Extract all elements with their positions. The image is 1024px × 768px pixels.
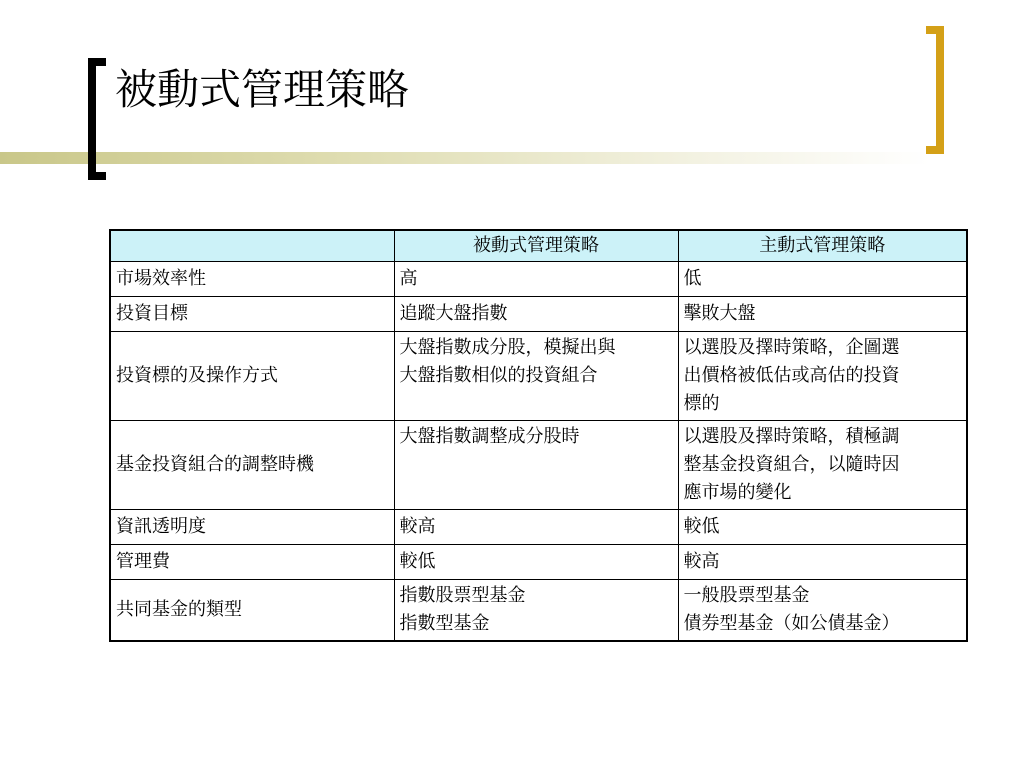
table-row (110, 421, 967, 510)
cell-line: 以選股及擇時策略，積極調 (683, 426, 900, 447)
cell-line: 高 (399, 268, 418, 289)
cell-line: 標的 (683, 393, 720, 414)
cell-line: 追蹤大盤指數 (399, 303, 508, 324)
cell-line: 指數股票型基金 (399, 585, 526, 606)
table-header-row (110, 230, 967, 262)
cell-line: 債券型基金（如公債基金） (683, 613, 900, 634)
passive-cell (394, 545, 678, 580)
table-row (110, 332, 967, 421)
cell-line: 大盤指數相似的投資組合 (399, 365, 598, 386)
left-bracket-decoration (88, 58, 106, 180)
table-row (110, 510, 967, 545)
row-label-cell: 投資標的及操作方式 (110, 332, 394, 421)
cell-line: 低 (683, 268, 702, 289)
cell-line: 整基金投資組合，以隨時因 (683, 454, 900, 475)
header-cell-blank (110, 230, 394, 262)
table-row (110, 545, 967, 580)
cell-line: 指數型基金 (399, 613, 490, 634)
row-label-cell: 投資目標 (110, 297, 394, 332)
header-cell-passive: 被動式管理策略 (394, 230, 678, 262)
cell-line: 擊敗大盤 (683, 303, 756, 324)
passive-cell (394, 332, 678, 421)
cell-line: 一般股票型基金 (683, 585, 810, 606)
active-cell (678, 297, 967, 332)
cell-line: 大盤指數成分股，模擬出與 (399, 337, 616, 358)
passive-cell (394, 297, 678, 332)
active-cell (678, 421, 967, 510)
header-cell-active: 主動式管理策略 (678, 230, 967, 262)
comparison-table-container (109, 229, 966, 642)
right-bracket-decoration (926, 26, 944, 154)
cell-line: 以選股及擇時策略，企圖選 (683, 337, 900, 358)
cell-line: 大盤指數調整成分股時 (399, 426, 580, 447)
cell-line: 應市場的變化 (683, 482, 792, 503)
cell-line: 較高 (399, 516, 436, 537)
table-row (110, 262, 967, 297)
passive-cell (394, 510, 678, 545)
table-row (110, 580, 967, 642)
comparison-table (109, 229, 968, 642)
title-underline-band (0, 152, 930, 164)
table-row (110, 297, 967, 332)
row-label-cell: 共同基金的類型 (110, 580, 394, 642)
active-cell (678, 262, 967, 297)
row-label-cell: 市場效率性 (110, 262, 394, 297)
active-cell (678, 510, 967, 545)
cell-line: 較低 (683, 516, 720, 537)
cell-line: 較高 (683, 551, 720, 572)
cell-line: 出價格被低估或高估的投資 (683, 365, 900, 386)
row-label-cell: 資訊透明度 (110, 510, 394, 545)
row-label-cell: 管理費 (110, 545, 394, 580)
active-cell (678, 580, 967, 642)
active-cell (678, 545, 967, 580)
row-label-cell: 基金投資組合的調整時機 (110, 421, 394, 510)
active-cell (678, 332, 967, 421)
passive-cell (394, 580, 678, 642)
passive-cell (394, 421, 678, 510)
page-title: 被動式管理策略 (115, 65, 410, 114)
passive-cell (394, 262, 678, 297)
cell-line: 較低 (399, 551, 436, 572)
